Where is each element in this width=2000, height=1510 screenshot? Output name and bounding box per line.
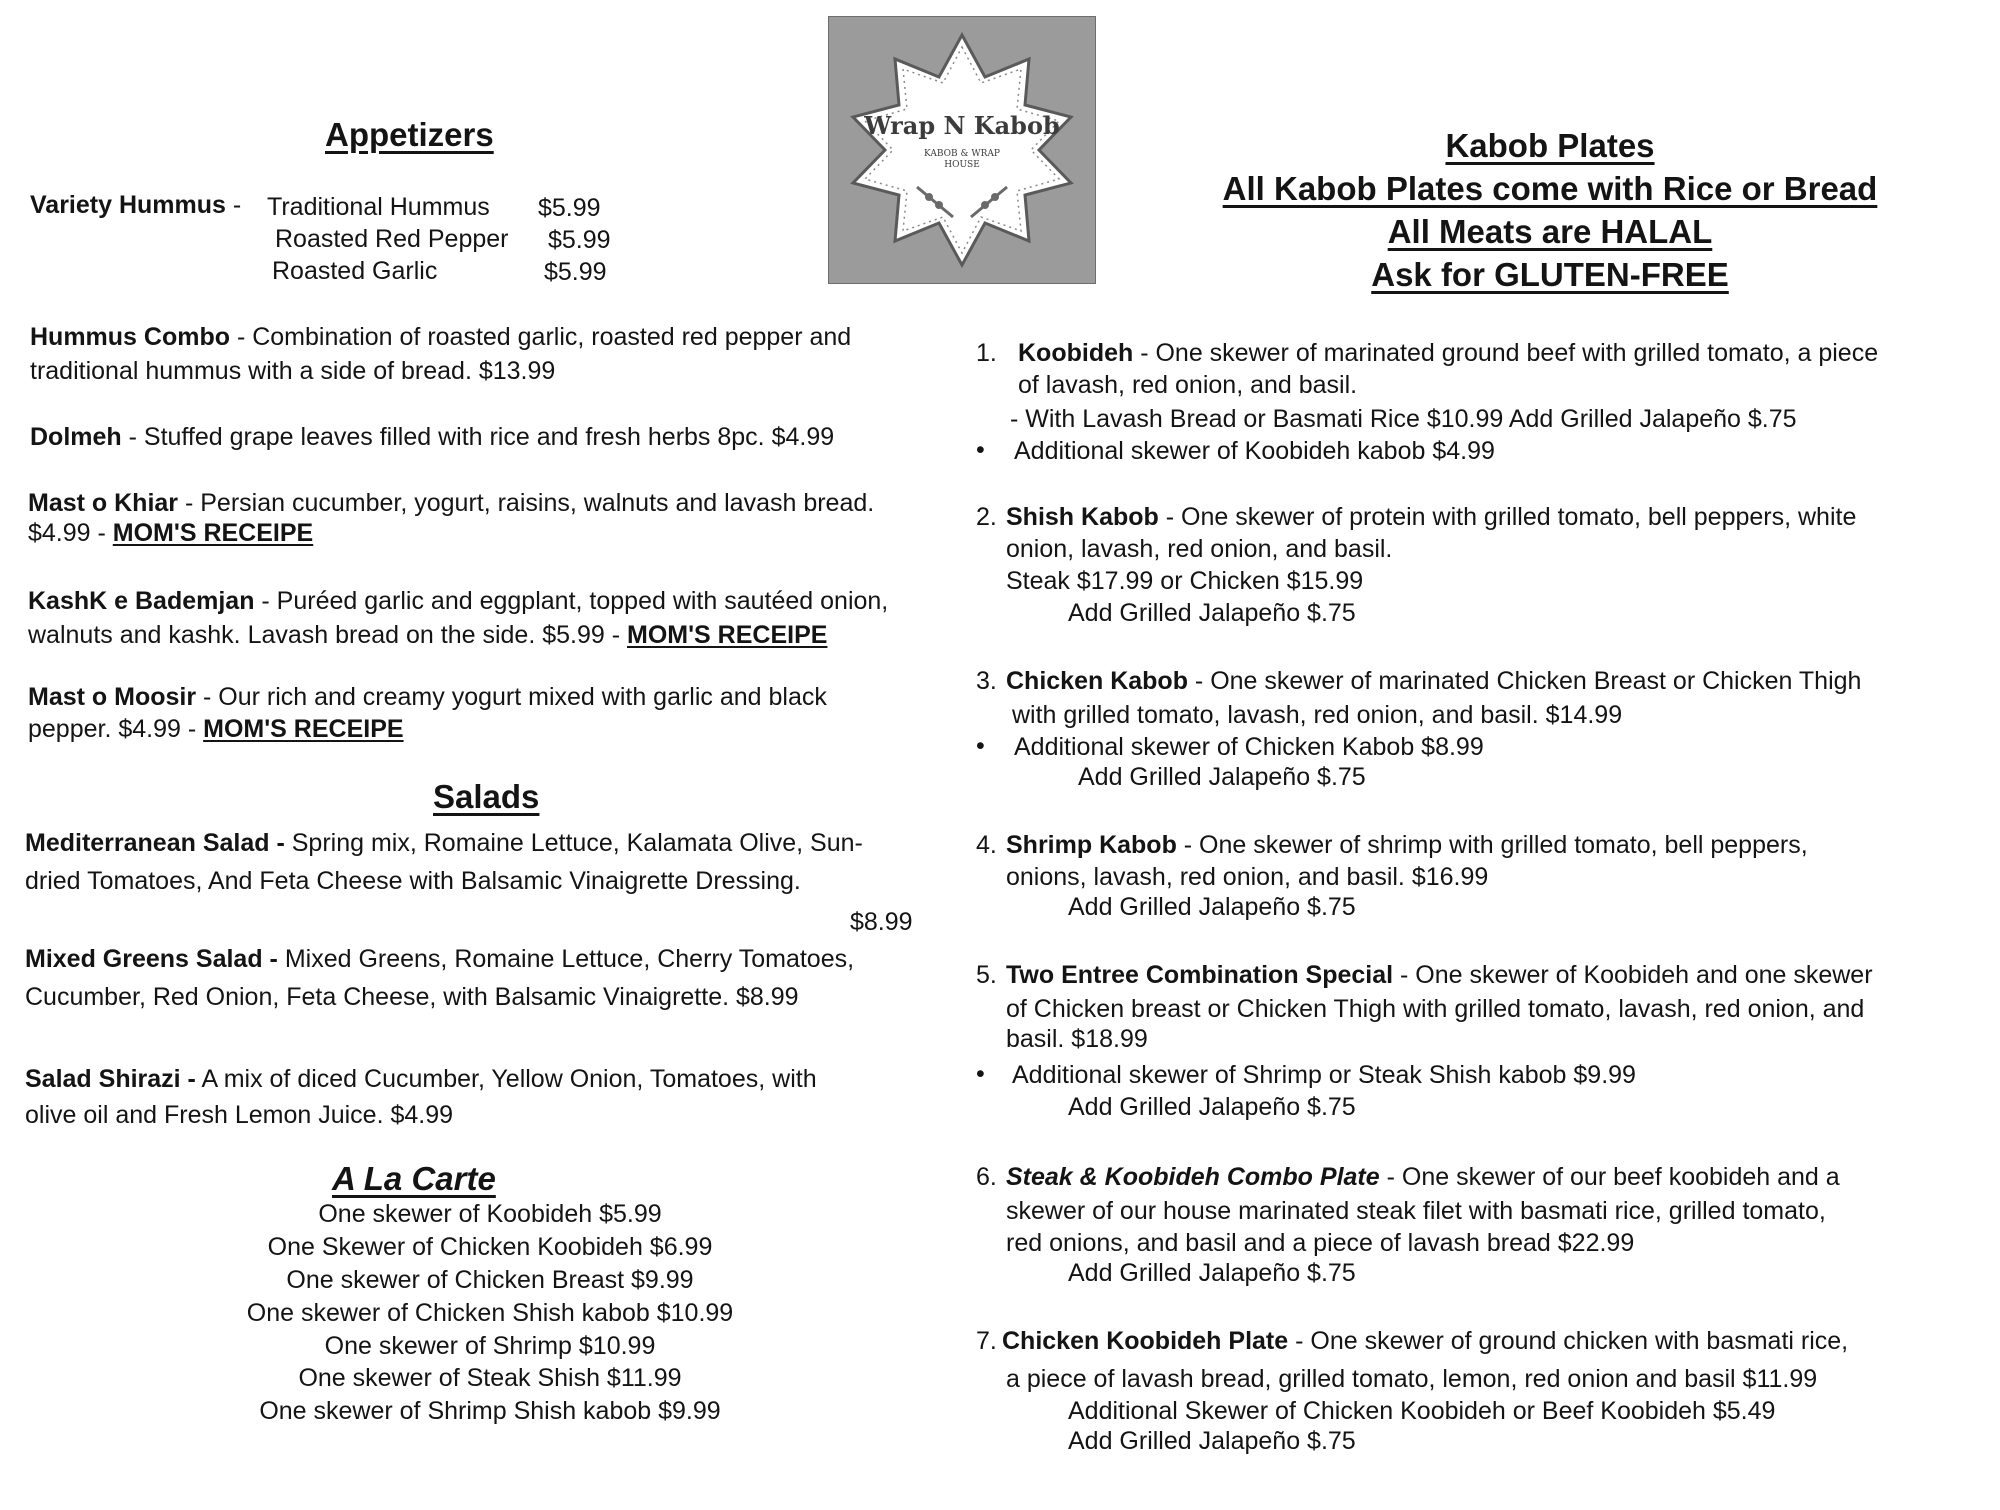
logo-tagline: KABOB & WRAP HOUSE — [924, 149, 1000, 170]
plate-extra: Additional skewer of Shrimp or Steak Shish kabob $9.99 — [1012, 1061, 1636, 1089]
variety-hummus-name: Variety Hummus — [30, 191, 226, 219]
item-name: Hummus Combo — [30, 323, 230, 351]
plate-desc: red onions, and basil and a piece of lavash bread $22.99 — [1006, 1229, 1635, 1257]
a-la-carte-item: One skewer of Chicken Breast $9.99 — [286, 1266, 694, 1294]
item-desc: - Our rich and creamy yogurt mixed with garlic and black — [196, 683, 827, 711]
plate-desc: skewer of our house marinated steak filet with basmati rice, grilled tomato, — [1006, 1197, 1826, 1225]
item-name: Dolmeh — [30, 423, 122, 451]
menu-item-salad-shirazi — [25, 1064, 817, 1095]
item-name: KashK e Bademjan — [28, 587, 255, 615]
plate-shrimp-kabob — [1006, 830, 1808, 861]
plate-name: Steak & Koobideh Combo Plate — [1006, 1163, 1380, 1191]
plate-addon: Add Grilled Jalapeño $.75 — [1068, 1259, 1356, 1287]
hummus-option-price: $5.99 — [548, 226, 611, 254]
hummus-option-label: Roasted Garlic — [272, 257, 438, 285]
item-price: $8.99 — [850, 908, 913, 936]
plate-number: 1. — [976, 339, 997, 367]
plate-name: Two Entree Combination Special — [1006, 961, 1394, 989]
plate-desc: - One skewer of ground chicken with basmati rice, — [1288, 1327, 1849, 1355]
item-desc: pepper. $4.99 - — [28, 715, 204, 743]
item-name: Mixed Greens Salad - — [25, 945, 278, 973]
plate-desc: basil. $18.99 — [1006, 1025, 1148, 1053]
kabob-plates-header — [1150, 124, 1950, 296]
plate-addon: Add Grilled Jalapeño $.75 — [1078, 763, 1366, 791]
moms-recipe-tag: MOM'S RECEIPE — [627, 621, 828, 649]
variety-hummus-item — [30, 190, 241, 221]
item-desc: walnuts and kashk. Lavash bread on the side. $5.99 - — [28, 621, 627, 649]
plate-addon: Add Grilled Jalapeño $.75 — [1068, 893, 1356, 921]
item-desc: - Puréed garlic and eggplant, topped with sautéed onion, — [254, 587, 889, 615]
salads-heading: Salads — [433, 778, 540, 815]
item-desc: Cucumber, Red Onion, Feta Cheese, with Balsamic Vinaigrette. $8.99 — [25, 983, 799, 1011]
item-desc-line — [28, 620, 827, 651]
plate-name: Shish Kabob — [1006, 503, 1159, 531]
hummus-option-label: Roasted Red Pepper — [275, 225, 509, 253]
item-desc: - Persian cucumber, yogurt, raisins, walnuts and lavash bread. — [178, 489, 875, 517]
plate-number: 3. — [976, 667, 997, 695]
bullet-icon: • — [976, 436, 985, 464]
plate-shish-kabob — [1006, 502, 1856, 533]
menu-item-dolmeh — [30, 422, 834, 453]
plate-desc: - One skewer of shrimp with grilled tomato, bell peppers, — [1176, 831, 1808, 859]
plate-name: Koobideh — [1018, 339, 1134, 367]
plate-desc: of Chicken breast or Chicken Thigh with grilled tomato, lavash, red onion, and — [1006, 995, 1865, 1023]
item-desc: traditional hummus with a side of bread. $13.99 — [30, 357, 556, 385]
appetizers-heading: Appetizers — [325, 116, 494, 153]
moms-recipe-tag: MOM'S RECEIPE — [112, 519, 314, 547]
plate-chicken-kabob — [1006, 666, 1861, 697]
plate-steak-koobideh-combo — [1006, 1162, 1840, 1193]
item-desc: - Combination of roasted garlic, roasted red pepper and — [230, 323, 852, 351]
a-la-carte-item: One skewer of Steak Shish $11.99 — [298, 1364, 682, 1392]
plate-number: 7. — [976, 1327, 997, 1355]
kabob-plates-note: Ask for GLUTEN-FREE — [1371, 256, 1729, 293]
plate-desc: Steak $17.99 or Chicken $15.99 — [1006, 567, 1364, 595]
plate-extra: Additional Skewer of Chicken Koobideh or Beef Koobideh $5.49 — [1068, 1397, 1776, 1425]
plate-number: 6. — [976, 1163, 997, 1191]
item-name: Salad Shirazi - — [25, 1065, 196, 1093]
plate-desc: - One skewer of our beef koobideh and a — [1379, 1163, 1840, 1191]
plate-desc: with grilled tomato, lavash, red onion, and basil. $14.99 — [1012, 701, 1623, 729]
a-la-carte-item: One skewer of Shrimp $10.99 — [324, 1332, 656, 1360]
hummus-option-label: Traditional Hummus — [267, 193, 490, 221]
plate-desc: - One skewer of marinated Chicken Breast or Chicken Thigh — [1187, 667, 1862, 695]
plate-addon: Add Grilled Jalapeño $.75 — [1068, 1427, 1356, 1455]
plate-addon: Add Grilled Jalapeño $.75 — [1068, 599, 1356, 627]
a-la-carte-item: One Skewer of Chicken Koobideh $6.99 — [267, 1233, 713, 1261]
menu-item-mast-o-khiar — [28, 488, 874, 519]
plate-desc: of lavash, red onion, and basil. — [1018, 371, 1358, 399]
plate-desc: onions, lavash, red onion, and basil. $16.99 — [1006, 863, 1489, 891]
item-desc: - Stuffed grape leaves filled with rice and fresh herbs 8pc. $4.99 — [121, 423, 835, 451]
plate-extra: Additional skewer of Chicken Kabob $8.99 — [1014, 733, 1484, 761]
item-name: Mediterranean Salad - — [25, 829, 285, 857]
bullet-icon: • — [976, 1060, 985, 1088]
menu-item-hummus-combo — [30, 322, 851, 353]
plate-two-entree-combination — [1006, 960, 1873, 991]
hummus-option-price: $5.99 — [544, 258, 607, 286]
plate-addon: Add Grilled Jalapeño $.75 — [1068, 1093, 1356, 1121]
hummus-option-price: $5.99 — [538, 194, 601, 222]
plate-number: 4. — [976, 831, 997, 859]
plate-desc: onion, lavash, red onion, and basil. — [1006, 535, 1393, 563]
bullet-icon: • — [976, 732, 985, 760]
item-desc: dried Tomatoes, And Feta Cheese with Balsamic Vinaigrette Dressing. — [25, 867, 801, 895]
plate-name: Shrimp Kabob — [1006, 831, 1177, 859]
plate-name: Chicken Kabob — [1006, 667, 1188, 695]
plate-desc: a piece of lavash bread, grilled tomato, lemon, red onion and basil $11.99 — [1006, 1365, 1818, 1393]
kabob-plates-note: All Meats are HALAL — [1387, 213, 1713, 250]
a-la-carte-item: One skewer of Koobideh $5.99 — [318, 1200, 662, 1228]
moms-recipe-tag: MOM'S RECEIPE — [203, 715, 404, 743]
plate-desc: - One skewer of Koobideh and one skewer — [1393, 961, 1873, 989]
variety-hummus-sep: - — [225, 191, 242, 219]
plate-chicken-koobideh — [1002, 1326, 1848, 1357]
logo-name: Wrap N Kabob — [864, 111, 1060, 140]
plate-number: 5. — [976, 961, 997, 989]
a-la-carte-item: One skewer of Chicken Shish kabob $10.99 — [246, 1299, 734, 1327]
item-desc: Spring mix, Romaine Lettuce, Kalamata Olive, Sun- — [284, 829, 863, 857]
menu-item-mixed-greens-salad — [25, 944, 854, 975]
plate-desc: - One skewer of marinated ground beef with grilled tomato, a piece — [1133, 339, 1879, 367]
item-name: Mast o Moosir — [28, 683, 197, 711]
plate-desc: - One skewer of protein with grilled tomato, bell peppers, white — [1158, 503, 1857, 531]
kabob-plates-note: All Kabob Plates come with Rice or Bread — [1222, 170, 1878, 207]
plate-koobideh — [1018, 338, 1878, 369]
plate-desc: - With Lavash Bread or Basmati Rice $10.99 Add Grilled Jalapeño $.75 — [1010, 405, 1797, 433]
menu-item-mediterranean-salad — [25, 828, 863, 859]
a-la-carte-item: One skewer of Shrimp Shish kabob $9.99 — [259, 1397, 721, 1425]
plate-name: Chicken Koobideh Plate — [1002, 1327, 1289, 1355]
kabob-plates-title: Kabob Plates — [1445, 127, 1655, 164]
menu-item-kashk-e-bademjan — [28, 586, 888, 617]
menu-item-mast-o-moosir — [28, 682, 827, 713]
restaurant-logo — [828, 16, 1096, 284]
item-desc-line — [28, 518, 313, 549]
plate-number: 2. — [976, 503, 997, 531]
item-desc-line — [28, 714, 404, 745]
plate-extra: Additional skewer of Koobideh kabob $4.99 — [1014, 437, 1495, 465]
item-name: Mast o Khiar — [28, 489, 179, 517]
item-desc: $4.99 - — [28, 519, 113, 547]
item-desc: olive oil and Fresh Lemon Juice. $4.99 — [25, 1101, 454, 1129]
item-desc: Mixed Greens, Romaine Lettuce, Cherry Tomatoes, — [277, 945, 855, 973]
a-la-carte-heading: A La Carte — [332, 1160, 496, 1197]
item-desc: A mix of diced Cucumber, Yellow Onion, Tomatoes, with — [195, 1065, 817, 1093]
